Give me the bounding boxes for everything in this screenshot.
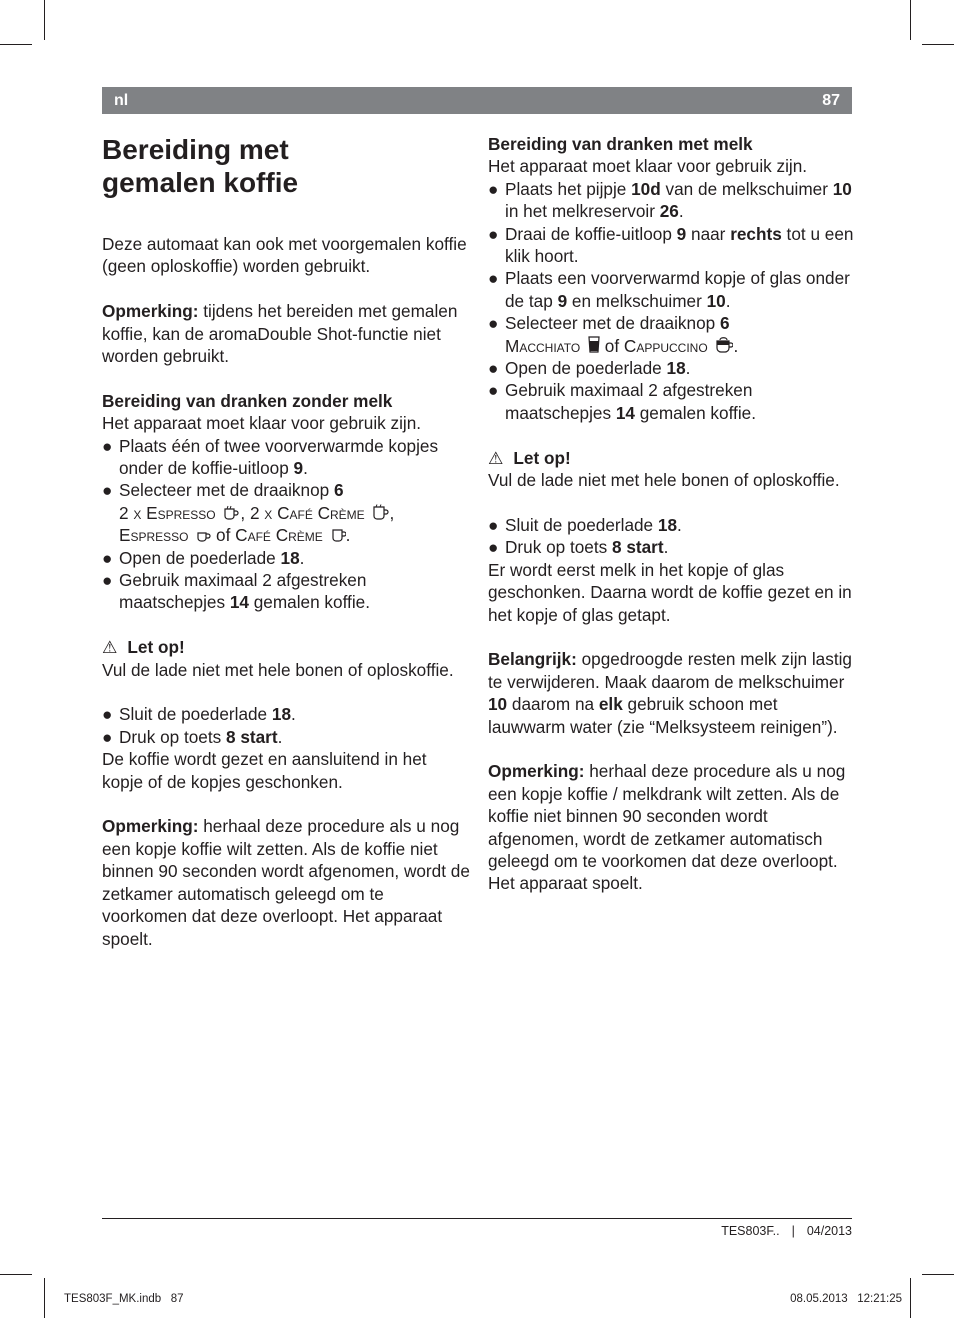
page-number: 87 (822, 92, 840, 109)
step-list (102, 435, 470, 614)
note-paragraph: Opmerking: herhaal deze procedure als u nog een kopje koffie / melkdrank wilt zetten. Als de koffie niet binnen 90 seconden wordt afgenomen, wordt de zetkamer automatisch geleegd om te voorkomen dat deze overloopt. Het apparaat spoelt. (488, 761, 846, 894)
list-item: ● Sluit de poederlade 18. (488, 514, 682, 535)
print-slug-file: TES803F_MK.indb 87 (64, 1293, 184, 1305)
step-list (488, 514, 856, 559)
crop-mark (0, 44, 32, 45)
list-item: ● Selecteer met de draaiknop 6 2 x Espresso , 2 x Café Crème , Espresso of Café Crème . (102, 480, 395, 546)
list-item: ● Plaats één of twee voorverwarmde kopjes onder de koffie-uitloop 9. (102, 435, 439, 479)
list-item: ● Plaats het pijpje 10d van de melkschuimer 10 in het melkreservoir 26. (488, 178, 852, 222)
cappuccino-cup-icon (715, 336, 733, 354)
crop-mark (910, 0, 911, 40)
crop-mark (0, 1274, 32, 1275)
right-column (488, 133, 856, 895)
list-item: ● Plaats een voorverwarmd kopje of glas onder de tap 9 en melkschuimer 10. (488, 268, 850, 311)
important-paragraph: Belangrijk: opgedroogde resten melk zijn lastig te verwijderen. Maak daarom de melkschuimer 10 daarom na elk gebruik schoon met lauwwarm water (zie “Melksysteem reinigen”). (488, 649, 852, 737)
section-subheading: Bereiding van dranken met melk (488, 134, 753, 154)
warning-text: Vul de lade niet met hele bonen of oploskoffie. (488, 470, 840, 491)
warning-icon: ⚠ (488, 447, 504, 468)
crop-mark (910, 1278, 911, 1318)
cafe-creme-cup-icon (331, 528, 346, 543)
warning-heading: ⚠ Let op! (102, 637, 185, 658)
list-item: ● Druk op toets 8 start. (488, 537, 669, 558)
section-subheading: Bereiding van dranken zonder melk (102, 390, 393, 411)
list-item: ● Druk op toets 8 start. (102, 726, 283, 747)
list-item: ● Selecteer met de draaiknop 6 Macchiato of Cappuccino . (488, 313, 739, 356)
result-paragraph: De koffie wordt gezet en aansluitend in het kopje of de kopjes geschonken. (102, 749, 427, 792)
crop-mark (922, 44, 954, 45)
step-list (488, 178, 856, 424)
note-paragraph: Opmerking: herhaal deze procedure als u nog een kopje koffie wilt zetten. Als de koffie niet binnen 90 seconden wordt afgenomen, wordt de zetkamer automatisch geleegd om te voorkomen dat deze overloopt. Het apparaat spoelt. (102, 816, 470, 949)
list-item: ● Sluit de poederlade 18. (102, 704, 296, 725)
list-item: ● Open de poederlade 18. (488, 358, 691, 379)
page-header-bar (102, 87, 852, 114)
double-espresso-cup-icon (223, 505, 240, 521)
list-item: ● Gebruik maximaal 2 afgestreken maatschepjes 14 gemalen koffie. (488, 380, 756, 423)
warning-icon: ⚠ (102, 637, 118, 658)
list-item: ● Draai de koffie-uitloop 9 naar rechts tot u een klik hoort. (488, 223, 854, 267)
print-slug-timestamp: 08.05.2013 12:21:25 (790, 1293, 902, 1305)
left-column (102, 133, 470, 950)
crop-mark (922, 1274, 954, 1275)
result-paragraph: Er wordt eerst melk in het kopje of glas geschonken. Daarna wordt de koffie gezet en in het kopje of glas getapt. (488, 559, 852, 625)
list-item: ● Gebruik maximaal 2 afgestreken maatschepjes 14 gemalen koffie. (102, 570, 370, 613)
step-list (102, 703, 470, 748)
intro-paragraph: Deze automaat kan ook met voorgemalen koffie (geen oploskoffie) worden gebruikt. (102, 234, 467, 277)
language-code: nl (114, 92, 129, 109)
warning-text: Vul de lade niet met hele bonen of oploskoffie. (102, 659, 454, 680)
note-paragraph: Opmerking: tijdens het bereiden met gemalen koffie, kan de aromaDouble Shot-functie niet worden gebruikt. (102, 301, 458, 367)
espresso-cup-icon (196, 530, 211, 543)
double-cafe-creme-cup-icon (372, 504, 389, 521)
footer-rule (102, 1218, 852, 1219)
crop-mark (44, 1278, 45, 1318)
crop-mark (44, 0, 45, 40)
ready-text: Het apparaat moet klaar voor gebruik zijn. (488, 156, 808, 177)
footer-model-info: TES803F.. | 04/2013 (721, 1224, 852, 1238)
list-item: ● Open de poederlade 18. (102, 547, 305, 568)
macchiato-glass-icon (588, 335, 600, 354)
page-title: Bereiding met gemalen koffie (102, 134, 299, 198)
ready-text: Het apparaat moet klaar voor gebruik zijn. (102, 413, 422, 434)
warning-heading: ⚠ Let op! (488, 447, 571, 468)
